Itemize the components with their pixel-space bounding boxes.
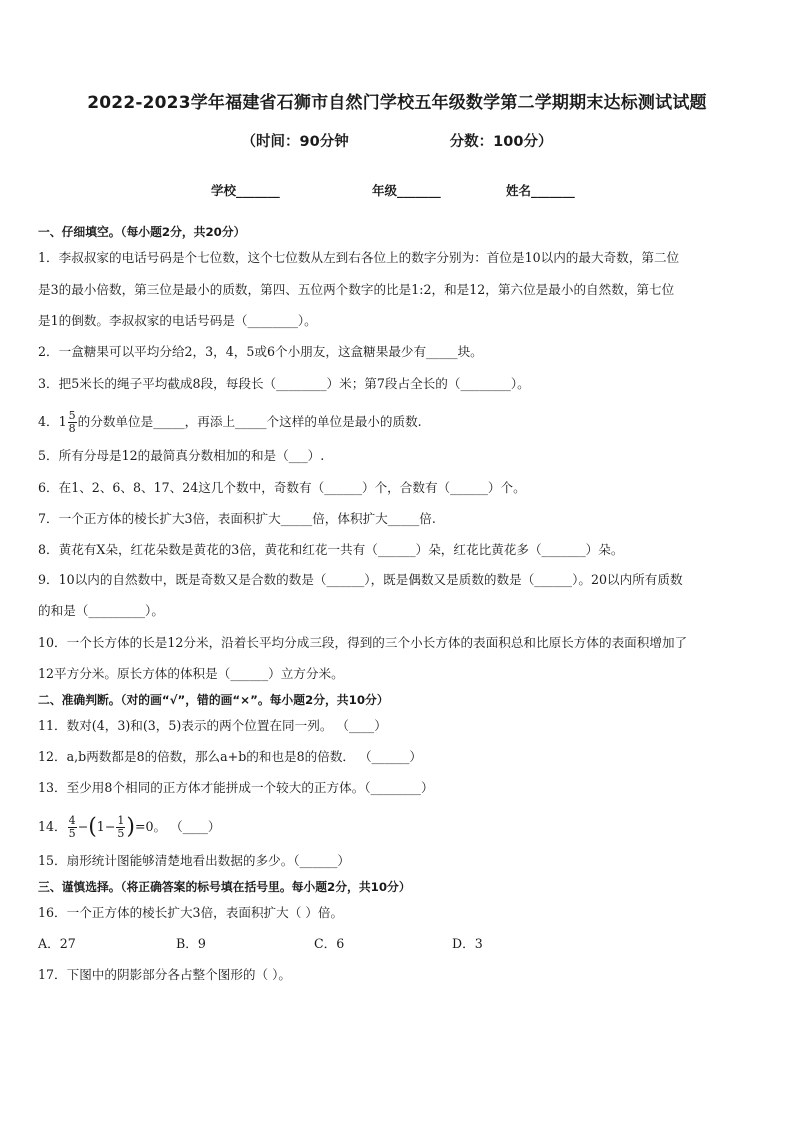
q4-denominator: 8	[68, 422, 76, 435]
question-14	[38, 815, 764, 840]
question-5: 5．所有分母是12的最简真分数相加的和是（___）.	[38, 448, 325, 463]
q14-fraction-1	[68, 815, 77, 840]
question-2: 2．一盒糖果可以平均分给2，3，4，5或6个小朋友，这盒糖果最少有_____块。	[38, 344, 483, 359]
q4-text: 的分数单位是_____，再添上_____个这样的单位是最小的质数.	[77, 414, 422, 429]
q14-prefix: 14．	[38, 819, 67, 834]
question-11: 11．数对(4，3)和(3，5)表示的两个位置在同一列。 （____）	[38, 718, 387, 733]
section-2-heading: 二、准确判断。（对的画“√”，错的画“×”。每小题2分，共10分）	[38, 693, 389, 707]
question-7: 7．一个正方体的棱长扩大3倍，表面积扩大_____倍，体积扩大_____倍.	[38, 511, 436, 526]
q14-left-paren: (	[88, 814, 97, 840]
section-1-heading: 一、仔细填空。（每小题2分，共20分）	[38, 225, 246, 239]
question-1: 1．李叔叔家的电话号码是个七位数，这个七位数从左到右各位上的数字分别为：首位是10以内的最大奇数，第二位	[38, 250, 680, 265]
question-1-cont: 是1的倒数。李叔叔家的电话号码是（________）。	[38, 313, 317, 328]
option-c[interactable]: C．6	[314, 936, 345, 951]
question-16: 16．一个正方体的棱长扩大3倍，表面积扩大（ ）倍。	[38, 905, 344, 920]
question-16-options	[0, 934, 794, 954]
q14-numerator-1: 4	[68, 814, 76, 827]
q14-denominator-1: 5	[68, 827, 76, 840]
option-a[interactable]: A．27	[38, 936, 76, 951]
name-field[interactable]: 姓名_______	[506, 183, 575, 198]
question-6: 6．在1、2、6、8、17、24这几个数中，奇数有（______）个，合数有（______）个。	[38, 480, 526, 495]
question-13: 13．至少用8个相同的正方体才能拼成一个较大的正方体。（________）	[38, 780, 434, 795]
question-1-cont: 是3的最小倍数，第三位是最小的质数，第四、五位两个数字的比是1:2，和是12，第六位是最小的自然数，第七位	[38, 282, 675, 297]
question-12: 12．a,b两数都是8的倍数，那么a+b的和也是8的倍数． （______）	[38, 749, 422, 764]
question-9-cont: 的和是（_________）。	[38, 603, 164, 618]
question-17: 17．下图中的阴影部分各占整个图形的（ ）。	[38, 967, 292, 982]
grade-field[interactable]: 年级_______	[372, 183, 441, 198]
q4-prefix: 4．1	[38, 414, 67, 429]
q14-numerator-2: 1	[117, 814, 125, 827]
q14-one-minus: 1−	[96, 819, 116, 834]
question-10: 10．一个长方体的长是12分米，沿着长平均分成三段，得到的三个小长方体的表面积总和比原长方体的表面积增加了	[38, 635, 688, 650]
q14-denominator-2: 5	[117, 827, 125, 840]
q14-text: =0。 （____）	[134, 819, 221, 834]
q14-right-paren: )	[126, 814, 135, 840]
q14-fraction-2	[116, 815, 125, 840]
question-4	[38, 410, 764, 435]
exam-info: （时间：90分钟 分数：100分）	[241, 134, 553, 150]
question-9: 9．10以内的自然数中，既是奇数又是合数的数是（______），既是偶数又是质数的数是（______）。20以内所有质数	[38, 572, 683, 587]
school-field[interactable]: 学校_______	[211, 183, 280, 198]
q4-fraction	[68, 410, 77, 435]
section-3-heading: 三、谨慎选择。（将正确答案的标号填在括号里。每小题2分，共10分）	[38, 880, 411, 894]
question-8: 8．黄花有X朵，红花朵数是黄花的3倍，黄花和红花一共有（______）朵，红花比黄花多（_______）朵。	[38, 542, 624, 557]
question-3: 3．把5米长的绳子平均截成8段，每段长（________）米；第7段占全长的（________）。	[38, 376, 530, 391]
page-title: 2022-2023学年福建省石狮市自然门学校五年级数学第二学期期末达标测试试题	[87, 93, 707, 113]
q4-numerator: 5	[68, 409, 76, 422]
q14-minus: −	[77, 819, 89, 834]
option-d[interactable]: D．3	[452, 936, 483, 951]
question-10-cont: 12平方分米。原长方体的体积是（______）立方分米。	[38, 666, 344, 681]
question-15: 15．扇形统计图能够清楚地看出数据的多少。（______）	[38, 853, 350, 868]
option-b[interactable]: B．9	[176, 936, 206, 951]
